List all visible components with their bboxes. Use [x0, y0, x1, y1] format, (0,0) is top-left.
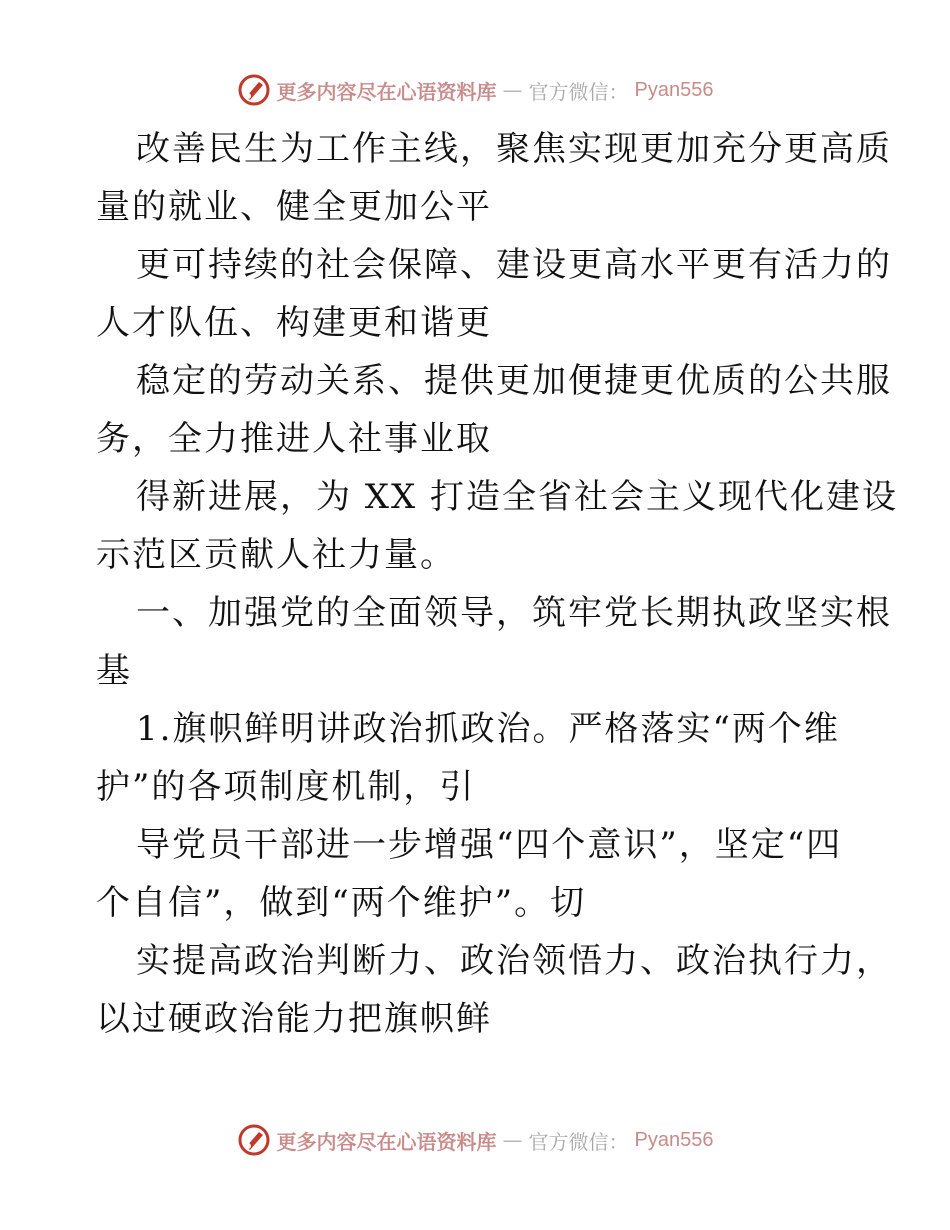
paragraph [96, 236, 892, 352]
document-body [96, 120, 899, 1048]
paragraph-line: 人才队伍、构建更和谐更 [96, 303, 492, 343]
paragraph-line: 示范区贡献人社力量。 [96, 535, 456, 575]
paragraph-line: 得新进展，为 XX 打造全省社会主义现代化建设 [136, 477, 899, 517]
watermark-dash: — [502, 1128, 523, 1152]
paragraph [96, 352, 892, 468]
brand-logo-icon [237, 1123, 271, 1157]
paragraph [96, 816, 856, 932]
header-watermark [0, 72, 950, 108]
paragraph-line: 一、加强党的全面领导，筑牢党长期执政坚实根 [136, 593, 892, 633]
paragraph-line: 护”的各项制度机制，引 [96, 767, 476, 807]
paragraph [96, 468, 899, 584]
watermark-brand-text: 更多内容尽在心语资料库 [276, 79, 497, 104]
paragraph-line: 务，全力推进人社事业取 [96, 419, 492, 459]
paragraph-line: 改善民生为工作主线，聚焦实现更加充分更高质 [136, 129, 892, 169]
section-heading [96, 584, 892, 700]
watermark-wechat-label: 官方微信： [528, 1129, 629, 1154]
paragraph-line: 实提高政治判断力、政治领悟力、政治执行力， [136, 941, 892, 981]
footer-watermark [0, 1122, 950, 1158]
brand-logo-icon [237, 73, 271, 107]
paragraph-line: 量的就业、健全更加公平 [96, 187, 492, 227]
paragraph [96, 120, 892, 236]
paragraph-line: 个自信”，做到“两个维护”。切 [96, 883, 587, 923]
paragraph-line: 以过硬政治能力把旗帜鲜 [96, 999, 492, 1039]
paragraph-line: 1.旗帜鲜明讲政治抓政治。严格落实“两个维 [136, 709, 840, 749]
watermark-brand-text: 更多内容尽在心语资料库 [276, 1129, 497, 1154]
paragraph-line: 更可持续的社会保障、建设更高水平更有活力的 [136, 245, 892, 285]
watermark-wechat-id: Pyan556 [634, 78, 714, 101]
paragraph [96, 700, 856, 816]
paragraph-line: 导党员干部进一步增强“四个意识”，坚定“四 [136, 825, 843, 865]
watermark-dash: — [502, 78, 523, 102]
watermark-wechat-id: Pyan556 [634, 1128, 714, 1151]
paragraph-line: 稳定的劳动关系、提供更加便捷更优质的公共服 [136, 361, 892, 401]
paragraph-line: 基 [96, 651, 132, 691]
watermark-wechat-label: 官方微信： [528, 79, 629, 104]
paragraph [96, 932, 892, 1048]
